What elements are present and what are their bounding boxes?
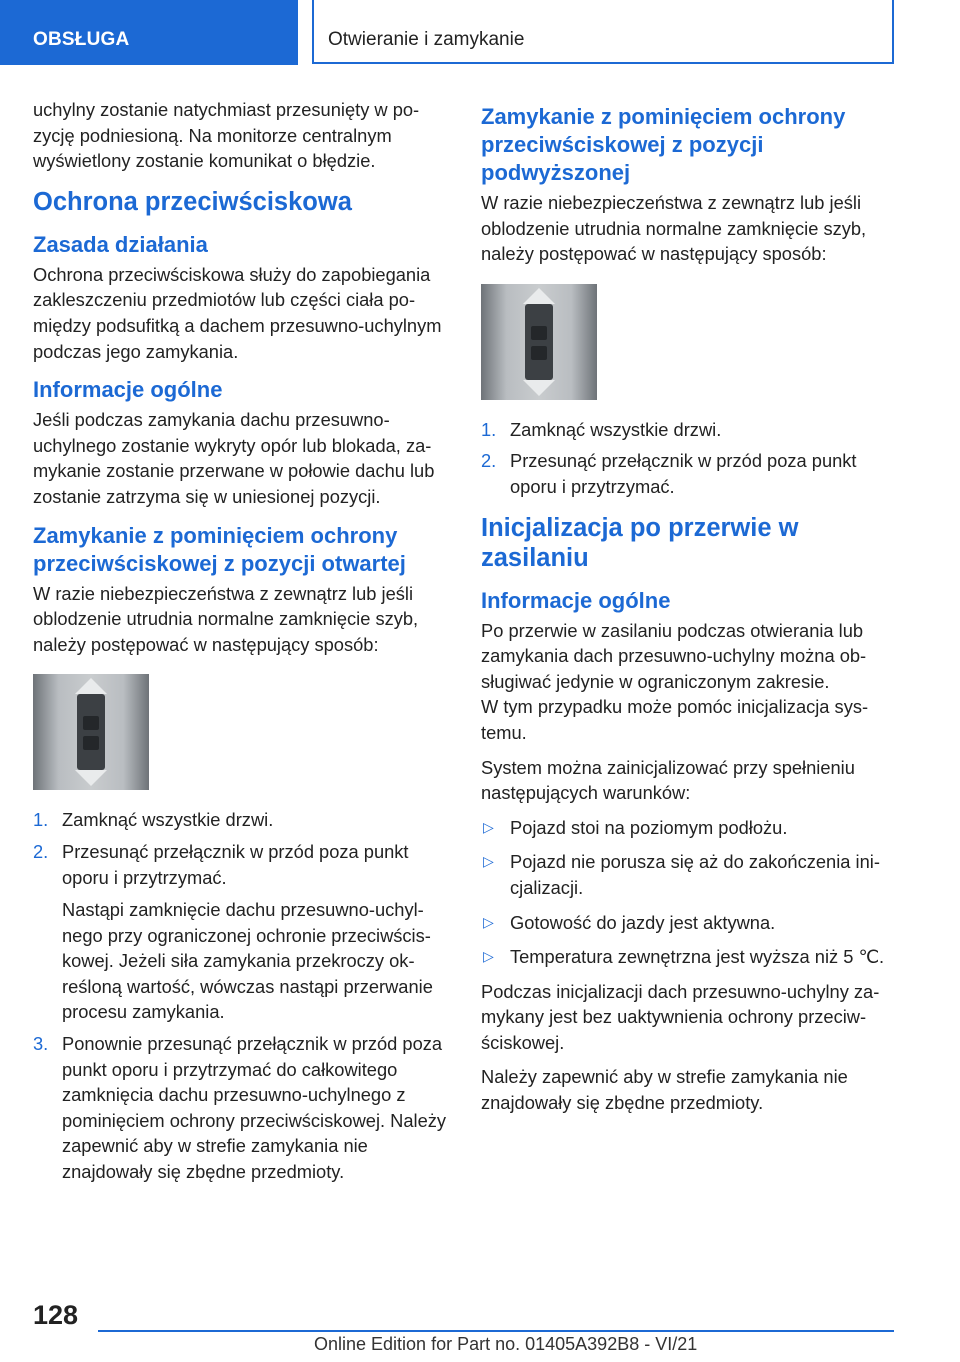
heading-general-info: Informacje ogólne — [481, 587, 671, 613]
paragraph-initialization-help: W tym przypadku może pomóc inicjalizacja systemu. — [481, 696, 869, 743]
paragraph-close-from-raised: W razie niebezpieczeństwa z zewnątrz lub jeśli oblodzenie utrudnia normalne zamknięcie szyb, należy postępować w następujący sposób: — [481, 192, 867, 265]
chapter-header — [312, 0, 894, 64]
triangle-bullet-icon: ▷ — [483, 853, 494, 870]
conditions-list — [481, 815, 899, 970]
steps-list — [481, 417, 899, 500]
list-item — [481, 448, 899, 499]
arrow-up-icon — [523, 288, 555, 304]
list-item — [33, 839, 451, 1025]
heading-anti-pinch: Ochrona przeciwściskowa — [33, 187, 352, 216]
heading-principle: Zasada działania — [33, 231, 208, 257]
list-item — [481, 944, 899, 970]
right-column — [481, 103, 899, 1125]
steps-list — [33, 807, 451, 1184]
section-tab-label: OBSŁUGA — [33, 29, 130, 50]
list-item — [33, 807, 451, 833]
chapter-title: Otwieranie i zamykanie — [328, 29, 525, 50]
intro-paragraph: uchylny zostanie natychmiast przesunięty w pozycję podniesioną. Na monitorze centralnym wyświetlony zostanie komunikat o błędzie. — [33, 99, 420, 172]
step-number: 2. — [33, 840, 49, 862]
list-item — [33, 1031, 451, 1185]
heading-close-from-open: Zamykanie z pominięciem ochrony przeciwściskowej z pozycji otwartej — [33, 522, 406, 576]
arrow-down-icon — [523, 380, 555, 396]
bullet-text: Pojazd stoi na poziomym podłożu. — [510, 816, 788, 838]
list-item — [481, 849, 899, 900]
list-item — [481, 417, 899, 443]
footer-divider — [98, 1330, 894, 1332]
arrow-up-icon — [75, 678, 107, 694]
section-tab — [0, 0, 298, 65]
step-note: Nastąpi zamknięcie dachu przesuwno-uchylnego przy ograniczonej ochronie przeciwściskowej. Jeżeli siła zamykania przekroczy określoną wartość, wówczas nastąpi przerwanie procesu zamykania. — [62, 899, 433, 1023]
triangle-bullet-icon: ▷ — [483, 818, 494, 835]
paragraph-power-interruption: Po przerwie w zasilaniu podczas otwierania lub zamykania dach przesuwno-uchylny można obsługiwać jedynie w ograniczonym zakresie. — [481, 619, 867, 692]
heading-close-from-raised: Zamykanie z pominięciem ochrony przeciwściskowej z pozycji podwyższonej — [481, 104, 846, 185]
paragraph-initialization-note: Podczas inicjalizacji dach przesuwno-uchylny zamykany jest bez uaktywnienia ochrony przeciwściskowej. — [481, 980, 880, 1053]
bullet-text: Temperatura zewnętrzna jest wyższa niż 5 ℃. — [510, 946, 885, 968]
page-number: 128 — [33, 1300, 79, 1330]
step-text: Zamknąć wszystkie drzwi. — [62, 809, 274, 831]
step-number: 2. — [481, 450, 497, 472]
roof-switch-image — [481, 284, 597, 400]
triangle-bullet-icon: ▷ — [483, 913, 494, 930]
paragraph-principle: Ochrona przeciwściskowa służy do zapobiegania zakleszczeniu przedmiotów lub części ciała pomiędzy podsufitką a dachem przesuwno-uchylnym podczas jego zamykania. — [33, 263, 442, 362]
list-item — [481, 815, 899, 841]
step-text: Ponownie przesunąć przełącznik w przód poza punkt oporu i przytrzymać do całkowitego zamknięcia dachu przesuwno-uchylnego z pominięciem ochrony przeciwściskowej. Należy zapewnić aby w strefie zamykania nie znajdowały się zbędne przedmioty. — [62, 1033, 447, 1183]
step-number: 3. — [33, 1033, 49, 1055]
heading-general-info: Informacje ogólne — [33, 377, 223, 403]
step-text: Zamknąć wszystkie drzwi. — [510, 418, 722, 440]
list-item — [481, 910, 899, 936]
step-number: 1. — [481, 418, 497, 440]
bullet-text: Pojazd nie porusza się aż do zakończenia inicjalizacji. — [510, 851, 880, 898]
paragraph-general-info: Jeśli podczas zamykania dachu przesuwno-uchylnego zostanie wykryty opór lub blokada, zamykanie zostanie przerwane w połowie dachu lub zostanie zatrzyma się w uniesionej pozycji. — [33, 409, 435, 507]
step-text: Przesunąć przełącznik w przód poza punkt oporu i przytrzymać. — [62, 840, 409, 888]
triangle-bullet-icon: ▷ — [483, 948, 494, 965]
arrow-down-icon — [75, 770, 107, 786]
step-text: Przesunąć przełącznik w przód poza punkt oporu i przytrzymać. — [510, 450, 857, 497]
paragraph-safety-note: Należy zapewnić aby w strefie zamykania nie znajdowały się zbędne przedmioty. — [481, 1066, 848, 1114]
bullet-text: Gotowość do jazdy jest aktywna. — [510, 911, 776, 933]
paragraph-conditions: System można zainicjalizować przy spełnieniu następujących warunków: — [481, 756, 855, 804]
footer-edition: Online Edition for Part no. 01405A392B8 - VI/21 — [314, 1334, 698, 1354]
step-number: 1. — [33, 809, 49, 831]
heading-initialization: Inicjalizacja po przerwie w zasilaniu — [481, 513, 799, 572]
roof-switch-image — [33, 674, 149, 790]
paragraph-close-from-open: W razie niebezpieczeństwa z zewnątrz lub jeśli oblodzenie utrudnia normalne zamknięcie szyb, należy postępować w następujący sposób: — [33, 582, 419, 655]
left-column — [33, 97, 451, 1191]
